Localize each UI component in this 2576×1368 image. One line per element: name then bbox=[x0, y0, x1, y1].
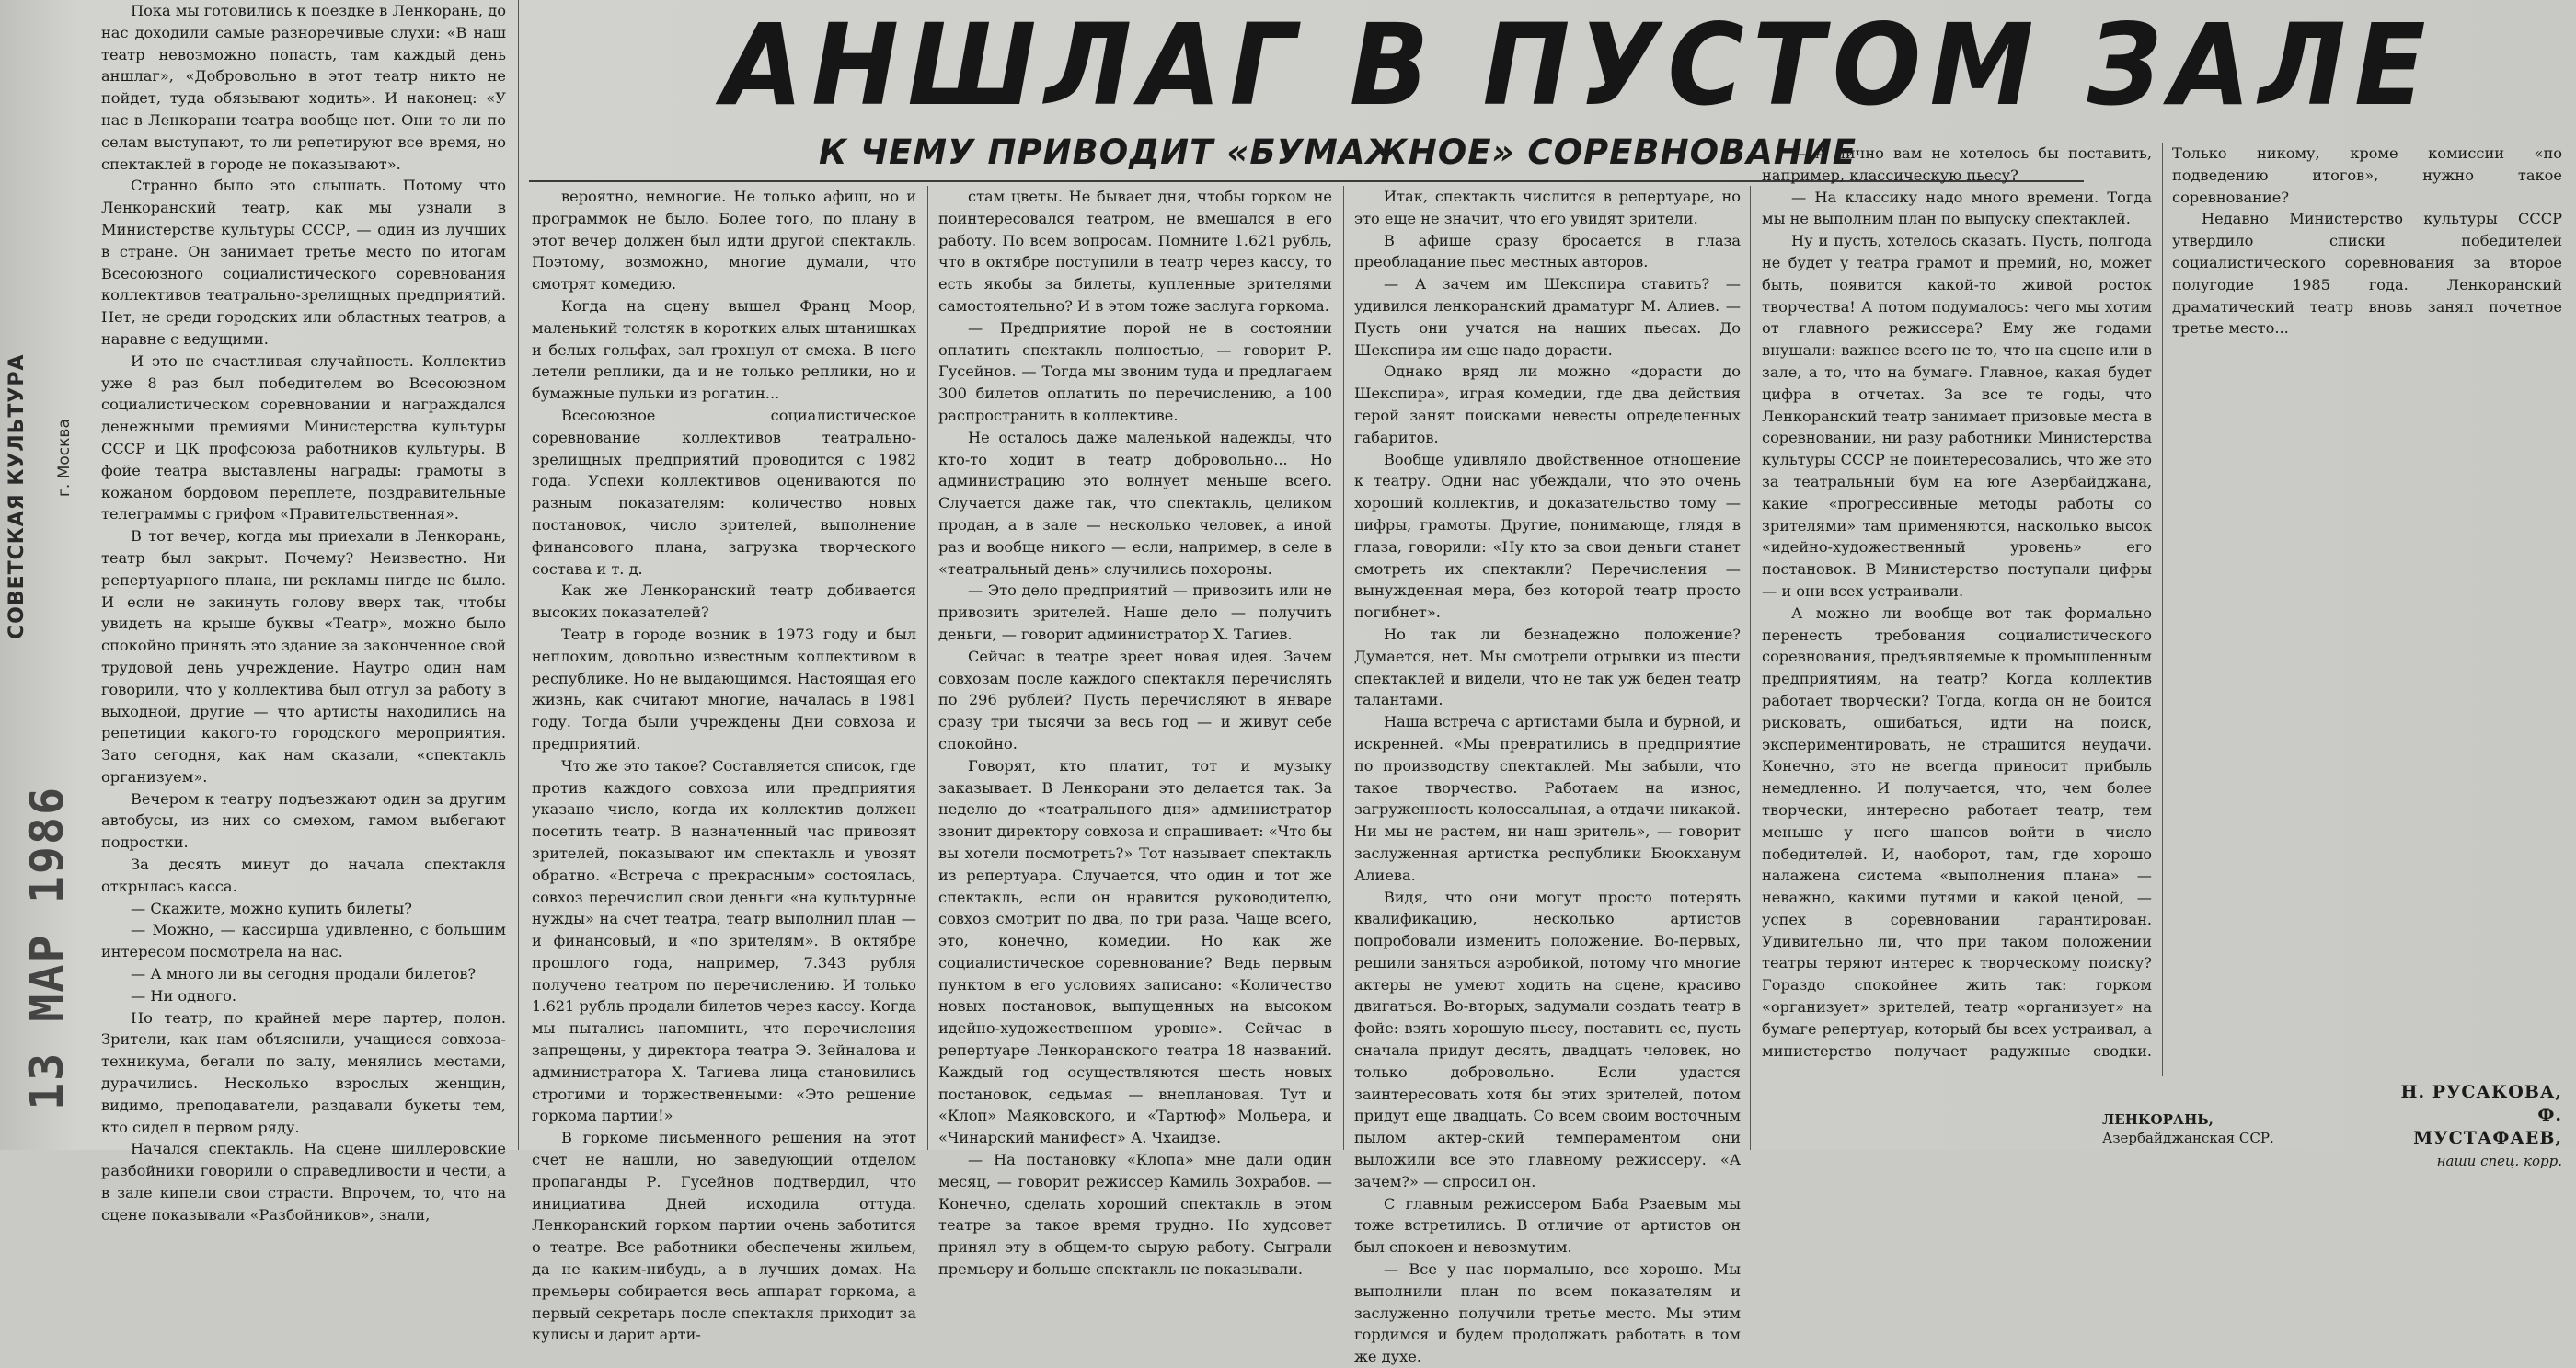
date-stamp: 13 МАР 1986 bbox=[20, 785, 74, 1110]
dateline bbox=[2102, 1110, 2397, 1147]
article-paragraph: За десять минут до начала спектакля открылась касса. bbox=[101, 856, 506, 895]
article-paragraph: Видя, что они могут просто потерять квалификацию, несколько артистов попробовали изменить положение. Во-первых, решили заняться аэробикой, потому что многие актеры не умеют ходить на сцене, красиво двигаться. Во-вторых, задумали создать театр в фойе: взять хорошую пьесу, поставить ее, пусть сначала придут десять, двадцать человек, но только добровольно. Если удастся заинтересовать хотя бы этих зрителей, потом придут еще двадцать. Со всем своим восточным пылом актер-ский темпераментом они выложили все это главному режиссеру. «А зачем?» — спросил он. bbox=[1354, 888, 1741, 1190]
headline: АНШЛАГ В ПУСТОМ ЗАЛЕ bbox=[722, 0, 2434, 131]
article-paragraph: Пока мы готовились к поездке в Ленкорань, до нас доходили самые разноречивые слухи: «В наш театр невозможно попасть, там каждый день аншлаг», «Добровольно в этот театр никто не пойдет, туда обязывают ходить». И наконец: «У нас в Ленкорани театра вообще нет. Они то ли по селам выступают, то ли репетируют все время, но спектаклей в городе не показывают». bbox=[101, 2, 506, 173]
article-paragraph: Однако вряд ли можно «дорасти до Шекспира», играя комедии, где два действия герой занят поисками невесты определенных габаритов. bbox=[1354, 362, 1741, 446]
article-column-4 bbox=[1354, 186, 1741, 1366]
article-paragraph: В горкоме письменного решения на этот счет не нашли, но заведующий отделом пропаганды Р. Гусейнов подтвердил, что инициатива Дней исходила оттуда. Ленкоранский горком партии очень заботится о театре. Все работники обеспечены жильем, да не каким-нибудь, а в лучших домах. На премьеры собирается весь аппарат горкома, а первый секретарь после спектакля приходит за кулисы и дарит арти- bbox=[532, 1129, 916, 1344]
masthead-city: г. Москва bbox=[55, 419, 74, 497]
column-rule bbox=[1343, 186, 1344, 1150]
article-paragraph: Говорят, кто платит, тот и музыку заказывает. В Ленкорани это делается так. За неделю до «театрального дня» администратор звонит директору совхоза и спрашивает: «Что бы вы хотели посмотреть?» Тот называет спектакль из репертуара. Случается, что один и тот же спектакль, если он нравится руководителю, совхоз смотрит по два, по три раза. Чаще всего, это, конечно, комедии. Но как же социалистическое соревнование? Ведь первым пунктом в его условиях записано: «Количество новых постановок, выпущенных на высоком идейно-художественном уровне». Сейчас в репертуаре Ленкоранского театра 18 названий. Каждый год осуществляются шесть новых постановок, седьмая — внеплановая. Тут и «Клоп» Маяковского, и «Тартюф» Мольера, и «Чинарский манифест» А. Чхаидзе. bbox=[938, 756, 1332, 1147]
article-paragraph: — На постановку «Клопа» мне дали один месяц, — говорит режиссер Камиль Зохрабов. — Конечно, сделать хороший спектакль в этом театре за такое время трудно. Но худсовет принял эту в общем-то сырую работу. Сыграли премьеру и больше спектакль не показывали. bbox=[938, 1151, 1332, 1279]
article-paragraph: Наша встреча с артистами была и бурной, и искренней. «Мы превратились в предприятие по производству спектаклей. Мы забыли, что такое творчество. Работаем на износ, загруженность колоссальная, а отдачи никакой. Ни мы не растем, ни наш зритель», — говорит заслуженная артистка республики Бюокханум Алиева. bbox=[1354, 713, 1741, 884]
article-paragraph: — На классику надо много времени. Тогда мы не выполним план по выпуску спектаклей. bbox=[1762, 188, 2152, 228]
article-paragraph: Как же Ленкоранский театр добивается высоких показателей? bbox=[532, 581, 916, 622]
column-rule bbox=[1750, 186, 1751, 1150]
article-paragraph: Всесоюзное социалистическое соревнование коллективов театрально-зрелищных предприятий проводится с 1982 года. Успехи коллективов оцениваются по разным показателям: количество новых постановок, число зрителей, выполнение финансового плана, загрузка творческого состава и т. д. bbox=[532, 406, 916, 578]
article-column-2 bbox=[532, 186, 916, 1344]
article-paragraph: — Скажите, можно купить билеты? bbox=[131, 899, 412, 917]
article-paragraph: А можно ли вообще вот так формально перенесть требования социалистического соревнования, предъявляемые к промышленным предприятиям, на театр? Когда коллектив работает творчески? Тогда, когда он не боится рисковать, ошибаться, идти на поиск, экспериментировать, не страшится неудачи. Конечно, это не всегда приносит прибыль немедленно. И получается, что, чем более творчески, интересно работает театр, тем меньше у него шансов войти в число победителей. И, наоборот, там, где хорошо налажена система «выполнения плана» — неважно, какими путями и какой ценой, — успех в соревновании гарантирован. Удивительно ли, что при таком положении театры теряют интерес к творческому поиску? Гораздо спокойнее жить так: горком «организует» зрителей, театр «организует» на бумаге репертуар, который бы всех устраивал, а министерство получает радужные сводки. Только никому, кроме комиссии «по подведению итогов», нужно такое соревнование? bbox=[1762, 144, 2562, 1060]
article-paragraph: Но так ли безнадежно положение? Думается, нет. Мы смотрели отрывки из шести спектаклей и видели, что не так уж беден театр талантами. bbox=[1354, 625, 1741, 709]
article-paragraph: — А зачем им Шекспира ставить? — удивился ленкоранский драматург М. Алиев. — Пусть они учатся на наших пьесах. До Шекспира им еще надо дорасти. bbox=[1354, 275, 1741, 359]
article-paragraph: — Предприятие порой не в состоянии оплатить спектакль полностью, — говорит Р. Гусейнов. — Тогда мы звоним туда и предлагаем 300 билетов оплатить по перечислению, а 100 распространить в коллективе. bbox=[938, 318, 1332, 424]
article-paragraph: В тот вечер, когда мы приехали в Ленкорань, театр был закрыт. Почему? Неизвестно. Ни репертуарного плана, ни рекламы нигде не было. И если не закинуть голову вверх так, чтобы увидеть на крыше буквы «Театр», можно было спокойно принять это здание за законченное свой трудовой день учреждение. Наутро один нам говорили, что у коллектива был отгул за работу в выходной, другие — что артисты находились на репетиции какого-то городского мероприятия. Зато сегодня, как нам сказали, «спектакль организуем». bbox=[101, 527, 506, 786]
newspaper-masthead: СОВЕТСКАЯ КУЛЬТУРА bbox=[6, 353, 29, 640]
article-paragraph: В афише сразу бросается в глаза преобладание пьес местных авторов. bbox=[1354, 231, 1741, 271]
article-paragraph: С главным режиссером Баба Рзаевым мы тоже встретились. В отличие от артистов он был спокоен и невозмутим. bbox=[1354, 1194, 1741, 1257]
article-paragraph: Недавно Министерство культуры СССР утвердило списки победителей социалистического соревнования за второе полугодие 1985 года. Ленкоранский драматический театр вновь занял почетное третье место... bbox=[2172, 210, 2562, 338]
article-paragraph: Театр в городе возник в 1973 году и был неплохим, довольно известным коллективом в республике. Но не выдающимся. Настоящая его жизнь, как считают многие, началась в 1981 году. Тогда были учреждены Дни совхоза и предприятий. bbox=[532, 625, 916, 753]
article-paragraph: Но театр, по крайней мере партер, полон. Зрители, как нам объяснили, учащиеся совхоза-техникума, бегали по залу, менялись местами, дурачились. Несколько взрослых женщин, видимо, преподаватели, раздавали букеты тем, кто сидел в первом ряду. bbox=[101, 1008, 506, 1136]
article-paragraph: Странно было это слышать. Потому что Ленкоранский театр, как мы узнали в Министерстве культуры СССР, — один из лучших в стране. Он занимает третье место по итогам Всесоюзного социалистического соревнования коллективов театрально-зрелищных предприятий. Нет, не среди городских или областных театров, а наравне с ведущими. bbox=[101, 177, 506, 348]
article-paragraph: Ну и пусть, хотелось сказать. Пусть, полгода не будет у театра грамот и премий, но, может быть, появится какой-то живой росток творчества! А потом подумалось: чего мы хотим от главного режиссера? Ему же годами внушали: важнее всего не то, что на сцене или в зале, а то, что на бумаге. Главное, какая будет цифра в отчетах. За все те годы, что Ленкоранский театр занимает призовые места в соревновании, ни разу работники Министерства культуры СССР не поинтересовались, что же это за театральный бум на юге Азербайджана, какие «прогрессивные методы работы со зрителями» там применяются, насколько высок «идейно-художественный уровень» его постановок. В Министерство поступали цифры — и они всех устраивали. bbox=[1762, 232, 2152, 600]
article-paragraph: — А лично вам не хотелось бы поставить, например, классическую пьесу? bbox=[1762, 144, 2152, 184]
column-rule bbox=[927, 186, 928, 1150]
article-column-5 bbox=[1762, 143, 2562, 1076]
author-note: наши спец. корр. bbox=[2436, 1153, 2562, 1169]
article-paragraph: — Можно, — кассирша удивленно, с большим интересом посмотрела на нас. bbox=[101, 921, 506, 961]
article-paragraph: стам цветы. Не бывает дня, чтобы горком не поинтересовался театром, не вмешался в его работу. По всем вопросам. Помните 1.621 рубль, что в октябре поступили в театр через кассу, то есть якобы за билеты, купленные зрителями самостоятельно? И в этом тоже заслуга горкома. bbox=[938, 188, 1332, 315]
article-paragraph: — Все у нас нормально, все хорошо. Мы выполнили план по всем показателям и заслуженно получили третье место. Мы этим гордимся и будем продолжать работать в том же духе. bbox=[1354, 1260, 1741, 1366]
article-paragraph: Когда на сцену вышел Франц Моор, маленький толстяк в коротких алых штанишках и белых гольфах, зал грохнул от смеха. В него летели реплики, да и не только реплики, но и бумажные пульки из рогатин... bbox=[532, 296, 916, 403]
subheadline: К ЧЕМУ ПРИВОДИТ «БУМАЖНОЕ» СОРЕВНОВАНИЕ bbox=[819, 132, 1857, 172]
author-signature bbox=[2392, 1081, 2562, 1173]
article-column-1 bbox=[101, 0, 506, 1224]
article-paragraph: — Это дело предприятий — привозить или не привозить зрителей. Наше дело — получить деньги, — говорит администратор Х. Тагиев. bbox=[938, 581, 1332, 643]
article-paragraph: Не осталось даже маленькой надежды, что кто-то ходит в театр добровольно... Но администрацию это волнует меньше всего. Случается даже так, что спектакль, целиком продан, а в зале — несколько человек, а иной раз и вообще никого — если, например, в селе в «театральный день» случились похороны. bbox=[938, 428, 1332, 578]
column-rule bbox=[518, 0, 519, 1150]
article-paragraph: — А много ли вы сегодня продали билетов? bbox=[131, 965, 477, 983]
article-paragraph: — Ни одного. bbox=[131, 986, 237, 1005]
article-paragraph: Вечером к театру подъезжают один за другим автобусы, из них со смехом, гамом выбегают подростки. bbox=[101, 789, 506, 852]
author-name-2: Ф. МУСТАФАЕВ, bbox=[2413, 1105, 2562, 1148]
article-paragraph: Сейчас в театре зреет новая идея. Зачем совхозам после каждого спектакля перечислять по 296 рублей? Пусть перечисляют в январе сразу три тысячи за весь год — и живут себе спокойно. bbox=[938, 647, 1332, 753]
article-paragraph: Начался спектакль. На сцене шиллеровские разбойники говорили о справедливости и чести, а в зале кипели свои страсти. Впрочем, то, что на сцене показывали «Разбойников», знали, bbox=[101, 1140, 506, 1224]
author-name-1: Н. РУСАКОВА, bbox=[2400, 1082, 2562, 1102]
dateline-region: Азербайджанская ССР. bbox=[2102, 1130, 2274, 1146]
dateline-city: ЛЕНКОРАНЬ, bbox=[2102, 1111, 2214, 1128]
article-paragraph: И это не счастливая случайность. Коллектив уже 8 раз был победителем во Всесоюзном социалистическом соревновании и награждался денежными премиями Министерства культуры СССР и ЦК профсоюза работников культуры. В фойе театра выставлены награды: грамоты в кожаном бордовом переплете, поздравительные телеграммы с грифом «Правительственная». bbox=[101, 351, 506, 523]
article-paragraph: вероятно, немногие. Не только афиш, но и программок не было. Более того, по плану в этот вечер должен был идти другой спектакль. Поэтому, возможно, многие думали, что смотрят комедию. bbox=[532, 188, 916, 293]
article-paragraph: Что же это такое? Составляется список, где против каждого совхоза или предприятия указано число, когда их коллектив должен посетить театр. В назначенный час привозят зрителей, показывают им спектакль и увозят обратно. «Встреча с прекрасным» состоялась, совхоз перечислил свои деньги «на культурные нужды» на счет театра, театр выполнил план — и финансовый, и «по зрителям». В октябре прошлого года, например, 7.343 рубля получено театром по перечислению. И только 1.621 рубль продали билетов через кассу. Когда мы пытались напомнить, что перечисления запрещены, у директора театра Э. Зейналова и администратора Х. Тагиева лица становились строгими и торжественными: «Это решение горкома партии!» bbox=[532, 756, 916, 1125]
article-column-3 bbox=[938, 186, 1332, 1279]
article-paragraph: Итак, спектакль числится в репертуаре, но это еще не значит, что его увидят зрители. bbox=[1354, 188, 1741, 227]
article-paragraph: Вообще удивляло двойственное отношение к театру. Одни нас убеждали, что это очень хороший коллектив, и доказательство тому — цифры, грамоты. Другие, понимающе, глядя в глаза, говорили: «Ну кто за свои деньги станет смотреть их спектакли? Перечисления — вынужденная мера, без которой театр просто погибнет». bbox=[1354, 450, 1741, 622]
